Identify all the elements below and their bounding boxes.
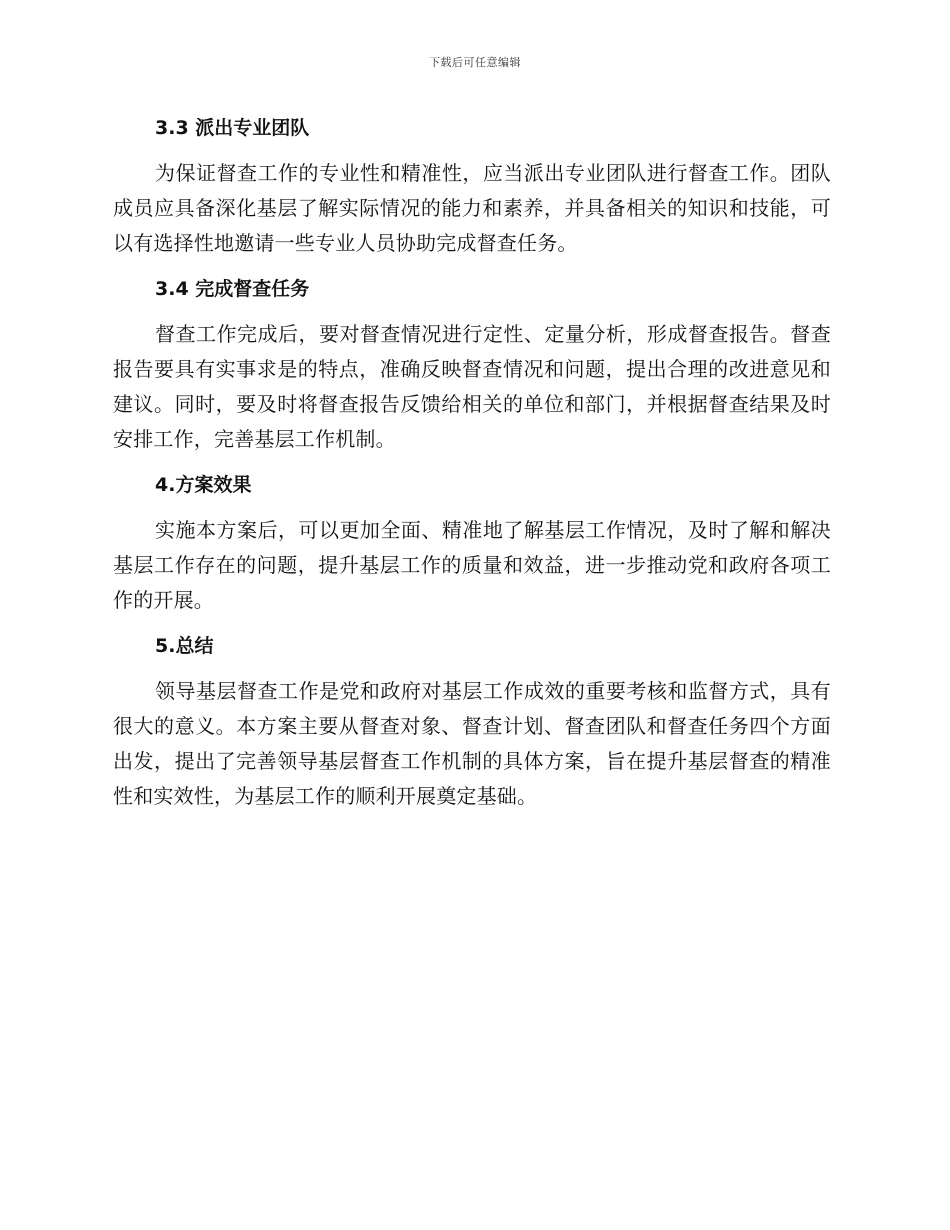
document-body <box>113 110 831 824</box>
section-3-4 <box>113 271 831 457</box>
page-header-note: 下载后可任意编辑 <box>429 56 521 69</box>
section-4 <box>113 467 831 618</box>
section-5 <box>113 628 831 814</box>
section-heading: 4.方案效果 <box>155 474 252 496</box>
section-paragraph: 实施本方案后，可以更加全面、精准地了解基层工作情况，及时了解和解决基层工作存在的问题，提升基层工作的质量和效益，进一步推动党和政府各项工作的开展。 <box>113 518 831 612</box>
section-paragraph: 领导基层督查工作是党和政府对基层工作成效的重要考核和监督方式，具有很大的意义。本方案主要从督查对象、督查计划、督查团队和督查任务四个方面出发，提出了完善领导基层督查工作机制的具体方案，旨在提升基层督查的精准性和实效性，为基层工作的顺利开展奠定基础。 <box>113 679 831 808</box>
section-3-3 <box>113 110 831 261</box>
section-paragraph: 为保证督查工作的专业性和精准性，应当派出专业团队进行督查工作。团队成员应具备深化基层了解实际情况的能力和素养，并具备相关的知识和技能，可以有选择性地邀请一些专业人员协助完成督查任务。 <box>113 161 831 255</box>
section-heading: 3.3 派出专业团队 <box>155 117 310 139</box>
section-paragraph: 督查工作完成后，要对督查情况进行定性、定量分析，形成督查报告。督查报告要具有实事求是的特点，准确反映督查情况和问题，提出合理的改进意见和建议。同时，要及时将督查报告反馈给相关的单位和部门，并根据督查结果及时安排工作，完善基层工作机制。 <box>113 322 831 451</box>
section-heading: 3.4 完成督查任务 <box>155 278 310 300</box>
section-heading: 5.总结 <box>155 635 214 657</box>
